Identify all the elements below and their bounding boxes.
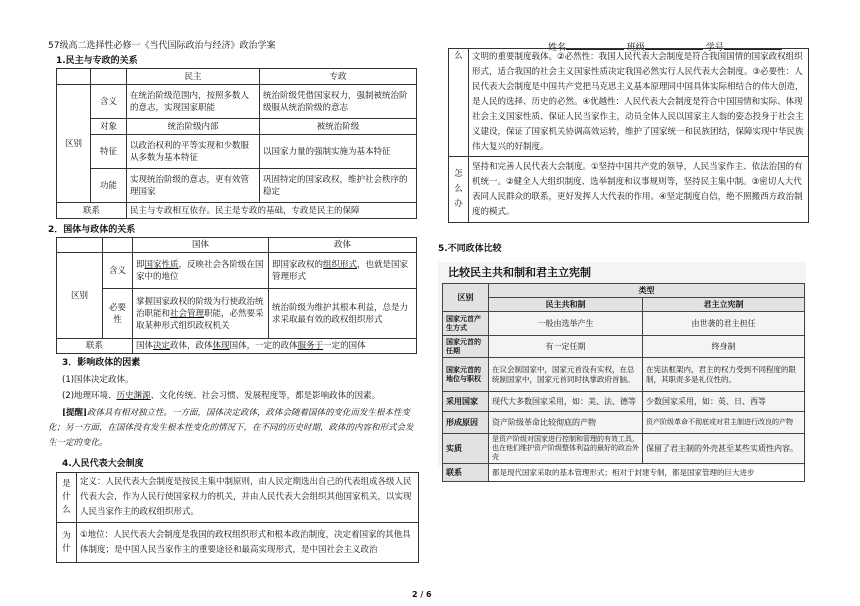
id-label: 学号 (705, 43, 724, 53)
row-label: 是什么 (57, 473, 77, 523)
cell-text: 定义：人民代表大会制度是按民主集中制原则，由人民定期选出自己的代表组成各级人民代表大会，作为人民行使国家权力的机关，并由人民代表大会组织其他国家机关，以实现人民当家作主的政权组织形式。 (77, 473, 419, 523)
row-label: 国家元首产生方式 (443, 312, 489, 336)
row-label: 采用国家 (443, 392, 489, 412)
cell-text: 实现统治阶级的意志，更有效管理国家 (127, 169, 260, 203)
name-label: 姓名 (548, 43, 567, 53)
cell-text: 资产阶级革命不彻底或对君主制进行改良的产物 (643, 412, 805, 434)
npc-table (56, 472, 419, 563)
row-label: 含义 (91, 85, 127, 119)
corner-cell (57, 238, 103, 253)
row-label: 联系 (443, 464, 489, 482)
tip-paragraph: [提醒]政体具有相对独立性。一方面，国体决定政体，政体会随着国体的变化而发生根本性变化；另一方面，在国体没有发生根本性变化的情况下，在不同的历史时期，政体的内容和形式会发生一定的变化。 (48, 408, 414, 448)
doc-title: 57级高二选择性必修一《当代国际政治与经济》政治学案 (48, 41, 276, 51)
cell-text: 坚持和完善人民代表大会制度。①坚持中国共产党的领导，人民当家作主、依法治国的有机统一。②健全人大组织制度、选举制度和议事规则等，坚持民主集中制。③密切人大代表同人民群众的联系，更好发挥人大代表的作用。④坚定制度自信，绝不照搬西方政治制度的模式。 (469, 157, 809, 223)
cell-text: 是资产阶级对国家进行控制和管理的有效工具，也在他们维护资产阶级整体利益的最好的政治外壳 (489, 434, 643, 464)
cell-text: 资产阶级革命比较彻底的产物 (489, 412, 643, 434)
comparison-table (442, 283, 805, 482)
cell-text: 保留了君主制的外壳甚至某些实质性内容。 (643, 434, 805, 464)
cell-text: 即国家政权的组织形式，也就是国家管理形式 (269, 253, 417, 289)
cell-text: 在宪法框架内，君主的权力受到不同程度的限制，其职责多是礼仪性的。 (643, 358, 805, 392)
section-2-title: 2．国体与政体的关系 (48, 225, 136, 235)
cell-text: 被统治阶级 (260, 119, 417, 135)
row-label: 国家元首的地位与职权 (443, 358, 489, 392)
col-header-govt-form: 政体 (269, 238, 417, 253)
row-label: 实质 (443, 434, 489, 464)
section-5-title: 5.不同政体比较 (438, 244, 502, 254)
corner-cell (103, 238, 133, 253)
cell-text: 有一定任期 (489, 336, 643, 358)
page-number: 2 / 6 (412, 590, 432, 599)
cell-text: 由世袭的君主担任 (643, 312, 805, 336)
figure-title: 比较民主共和制和君主立宪制 (448, 266, 591, 279)
row-label: 特征 (91, 135, 127, 169)
row-label: 含义 (103, 253, 133, 289)
cell-text: 国体决定政体，政体体现国体，一定的政体服务于一定的国体 (133, 339, 417, 354)
cell-text: 文明的重要制度载体。②必然性：我国人民代表大会制度是符合我国国情的国家政权组织形式，适合我国的社会主义国家性质决定我国必然实行人民代表大会制度。③必要性：人民代表大会制度是中国共产党把马克思主义基本原理同中国具体实际相结合的伟大创造，是人民的选择、历史的必然。④优越性：人民代表大会制度是符合中国国情和实际、体现社会主义国家性质、保证人民当家作主，动员全体人民以国家主人翁的姿态投身于社会主义建设，保证了国家机关协调高效运转，维护了国家统一和民族团结，保障实现中华民族伟大复兴的好制度。 (469, 49, 809, 157)
cell-text: 一般由选举产生 (489, 312, 643, 336)
row-label: 怎么办 (449, 157, 469, 223)
cell-text: 少数国家采用，如：英、日、西等 (643, 392, 805, 412)
cell-text: 即国家性质，反映社会各阶级在国家中的地位 (133, 253, 269, 289)
cell-text: 在统治阶级范围内，按照多数人的意志，实现国家职能 (127, 85, 260, 119)
cell-text: 以政治权利的平等实现和少数服从多数为基本特征 (127, 135, 260, 169)
cell-text: 巩固特定的国家政权，维护社会秩序的稳定 (260, 169, 417, 203)
state-system-table (56, 237, 417, 354)
group-label: 区别 (57, 85, 91, 203)
cell-text: 民主与专政相互依存。民主是专政的基础，专政是民主的保障 (127, 203, 417, 219)
democracy-dictatorship-table (56, 68, 417, 219)
section-4-title: 4.人民代表大会制度 (62, 459, 144, 469)
cell-text: ①地位：人民代表大会制度是我国的政权组织形式和根本政治制度，决定着国家的其他具体制度；是中国人民当家作主的重要途径和最高实现形式，是中国社会主义政治 (77, 523, 419, 563)
section-3-title: 3．影响政体的因素 (62, 358, 141, 368)
paragraph: (2)地理环境、历史渊源、文化传统、社会习惯、发展程度等，都是影响政体的因素。 (62, 391, 381, 401)
col-header-democracy: 民主 (127, 69, 260, 85)
cell-text: 终身制 (643, 336, 805, 358)
row-label: 国家元首的任期 (443, 336, 489, 358)
row-label: 必要性 (103, 289, 133, 339)
cell-text: 掌握国家政权的阶级为行使政治统治职能和社会管理职能，必然要采取某种形式组织政权机关 (133, 289, 269, 339)
row-label: 形成原因 (443, 412, 489, 434)
col-header-state-nature: 国体 (133, 238, 269, 253)
cell-text: 以国家力量的强制实施为基本特征 (260, 135, 417, 169)
corner-cell (91, 69, 127, 85)
cell-text: 统治阶级为维护其根本利益，总是力求采取最有效的政权组织形式 (269, 289, 417, 339)
row-label: 么 (449, 49, 469, 157)
cell-text: 在议会制国家中，国家元首没有实权，在总统制国家中，国家元首同时执掌政府首脑。 (489, 358, 643, 392)
row-label: 功能 (91, 169, 127, 203)
cell-text: 统治阶级凭借国家权力，强制被统治阶级服从统治阶级的意志 (260, 85, 417, 119)
col-header-monarchy: 君主立宪制 (643, 298, 805, 312)
row-label: 为什 (57, 523, 77, 563)
npc-table-continued (448, 48, 809, 223)
cell-text: 现代大多数国家采用，如：美、法、德等 (489, 392, 643, 412)
tip-label: [提醒] (62, 408, 88, 418)
col-header-type: 类型 (489, 284, 805, 298)
corner-cell (57, 69, 91, 85)
col-header-difference: 区别 (443, 284, 489, 312)
cell-text: 都是现代国家采取的基本管理形式；相对于封建专制，都是国家管理的巨大进步 (489, 464, 805, 482)
class-label: 班级 (626, 43, 645, 53)
col-header-dictatorship: 专政 (260, 69, 417, 85)
row-label: 联系 (57, 339, 133, 354)
paragraph: (1)国体决定政体。 (62, 375, 134, 385)
cell-text: 统治阶级内部 (127, 119, 260, 135)
col-header-republic: 民主共和制 (489, 298, 643, 312)
row-label: 对象 (91, 119, 127, 135)
section-1-title: 1.民主与专政的关系 (56, 56, 138, 66)
group-label: 区别 (57, 253, 103, 339)
row-label: 联系 (57, 203, 127, 219)
